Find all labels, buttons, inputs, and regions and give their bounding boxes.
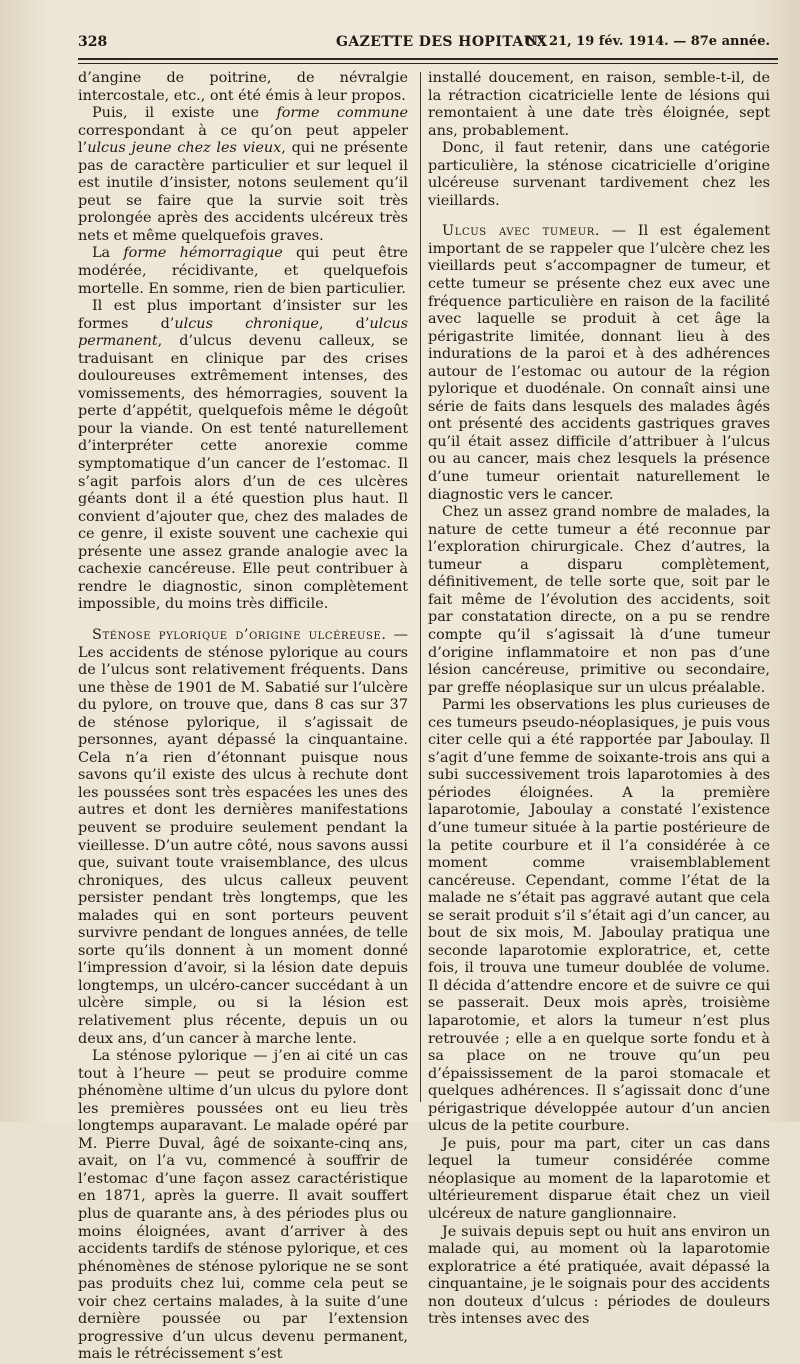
paragraph: Donc, il faut retenir, dans une catégorie particulière, la sténose cicatricielle d’origine ulcéreuse survenant tardivement chez les vieillards.	[428, 140, 770, 209]
paragraph: La sténose pylorique — j’en ai cité un cas tout à l’heure — peut se produire comme phénomène ultime d’un ulcus du pylore dont les premières poussées ont eu lieu très longtemps auparavant. Le malade opéré par M. Pierre Duval, âgé de soixante-cinq ans, avait, on l’a vu, commencé à souffrir de l’estomac d’une façon assez caractéristique en 1871, après la guerre. Il avait souffert plus de quarante ans, à des périodes plus ou moins éloignées, avant d’arriver à des accidents tardifs de sténose pylorique, et ces phénomènes de sténose pylorique ne se sont pas produits chez lui, comme cela peut se voir chez certains malades, à la suite d’une dernière poussée ou par l’extension progressive d’un ulcus devenu permanent, mais le rétrécissement s’est	[78, 1048, 408, 1363]
section-paragraph: Ulcus avec tumeur. — Il est également important de se rappeler que l’ulcère chez les vieillards peut s’accompagner de tumeur, et cette tumeur se présente chez eux avec une fréquence particulière en raison de la facilité avec laquelle se produit à cet âge la périgastrite limitée, donnant lieu à des indurations de la paroi et à des adhérences autour de l’estomac ou autour de la région pylorique et duodénale. On connaît ainsi une série de faits dans lesquels des malades âgés ont présenté des accidents gastriques graves qu’il était assez difficile d’attribuer à l’ulcus ou au cancer, mais chez lesquels la présence d’une tumeur orientait naturellement le diagnostic vers le cancer.	[428, 223, 770, 503]
header-rule-thick	[78, 58, 778, 60]
paragraph: Parmi les observations les plus curieuses de ces tumeurs pseudo-néoplasiques, je puis vous citer celle qui a été rapportée par Jaboulay. Il s’agit d’une femme de soixante-trois ans qui a subi successivement trois laparotomies à des périodes éloignées. A la première laparotomie, Jaboulay a constaté l’existence d’une tumeur située à la partie postérieure de la petite courbure et il l’a considérée à ce moment comme vraisemblablement cancéreuse. Cependant, comme l’état de la malade ne s’était pas aggravé autant que cela se serait produit s’il s’était agi d’un cancer, au bout de six mois, M. Jaboulay pratiqua une seconde laparotomie exploratrice, et, cette fois, il trouva une tumeur doublée de volume. Il décida d’attendre encore et de suivre ce qui se passerait. Deux mois après, troisième laparotomie, et alors la tumeur n’est plus retrouvée ; elle a en quelque sorte fondu et à sa place on ne trouve qu’un peu d’épaississement de la paroi stomacale et quelques adhérences. Il s’agissait donc d’une périgastrique développée autour d’un ancien ulcus de la petite courbure.	[428, 697, 770, 1135]
left-column	[78, 70, 408, 1364]
section-paragraph: Sténose pylorique d’origine ulcéreuse. — Les accidents de sténose pylorique au cours de l’ulcus sont relativement fréquents. Dans une thèse de 1901 de M. Sabatié sur l’ulcère du pylore, on trouve que, dans 8 cas sur 37 de sténose pylorique, il s’agissait de personnes, ayant dépassé la cinquantaine. Cela n’a rien d’étonnant puisque nous savons qu’il existe des ulcus à rechute dont les poussées sont très espacées les unes des autres et dont les dernières manifestations peuvent se produire seulement pendant la vieillesse. D’un autre côté, nous savons aussi que, suivant toute vraisemblance, des ulcus chroniques, des ulcus calleux peuvent persister pendant très longtemps, que les malades qui en sont porteurs peuvent survivre pendant de longues années, de telle sorte qu’ils donnent à un moment donné l’impression d’avoir, si la lésion date depuis longtemps, un ulcéro-cancer succédant à un ulcère simple, ou si la lésion est relativement plus récente, depuis un ou deux ans, d’un cancer à marche lente.	[78, 626, 408, 1047]
right-column	[428, 70, 770, 1329]
paragraph: d’angine de poitrine, de névralgie intercostale, etc., ont été émis à leur propos.	[78, 70, 408, 104]
paragraph: Chez un assez grand nombre de malades, la nature de cette tumeur a été reconnue par l’exploration chirurgicale. Chez d’autres, la tumeur a disparu complètement, définitivement, de telle sorte que, soit par le fait même de l’évolution des accidents, soit par constatation directe, on a pu se rendre compte qu’il s’agissait là d’une tumeur d’origine inflammatoire et non pas d’une lésion cancéreuse, primitive ou secondaire, par greffe néoplasique sur un ulcus préalable.	[428, 504, 770, 696]
paragraph: Je puis, pour ma part, citer un cas dans lequel la tumeur considérée comme néoplasique au moment de la laparotomie et ultérieurement disparue était chez un vieil ulcéreux de nature ganglionnaire.	[428, 1135, 770, 1222]
paragraph: Il est plus important d’insister sur les formes d’ulcus chronique, d’ulcus permanent, d’ulcus devenu calleux, se traduisant en clinique par des crises douloureuses extrêmement intenses, des vomissements, des hémorragies, souvent la perte d’appétit, quelquefois même le dégoût pour la viande. On est tenté naturellement d’interpréter cette anorexie comme symptomatique d’un cancer de l’estomac. Il s’agit parfois alors d’un de ces ulcères géants dont il a été question plus haut. Il convient d’ajouter que, chez des malades de ce genre, il existe souvent une cachexie qui présente une assez grande analogie avec la cachexie cancéreuse. Elle peut contribuer à rendre le diagnostic, sinon complètement impossible, du moins très difficile.	[78, 298, 408, 613]
page-header	[78, 34, 770, 58]
issue-info: N° 21, 19 fév. 1914. — 87e année.	[526, 34, 770, 49]
paragraph: Je suivais depuis sept ou huit ans environ un malade qui, au moment où la laparotomie exploratrice a été pratiquée, avait dépassé la cinquantaine, je le soignais pour des accidents non douteux d’ulcus : périodes de douleurs très intenses avec des	[428, 1223, 770, 1328]
page-number: 328	[78, 34, 108, 50]
paragraph: La forme hémorragique qui peut être modérée, récidivante, et quelquefois mortelle. En somme, rien de bien particulier.	[78, 245, 408, 297]
section-heading: Sténose pylorique d’origine ulcéreuse.	[92, 626, 387, 643]
column-divider	[420, 72, 421, 1102]
journal-title: GAZETTE DES HOPITAUX	[336, 34, 548, 50]
header-rule-thin	[78, 63, 778, 64]
section-heading: Ulcus avec tumeur.	[442, 223, 601, 240]
paragraph: Puis, il existe une forme commune correspondant à ce qu’on peut appeler l’ulcus jeune chez les vieux, qui ne présente pas de caractère particulier et sur lequel il est inutile d’insister, notons seulement qu’il peut se faire que la survie soit très prolongée après des accidents ulcéreux très nets et même quelquefois graves.	[78, 105, 408, 244]
paragraph: installé doucement, en raison, semble-t-il, de la rétraction cicatricielle lente de lésions qui remontaient à une date très éloignée, sept ans, probablement.	[428, 70, 770, 139]
